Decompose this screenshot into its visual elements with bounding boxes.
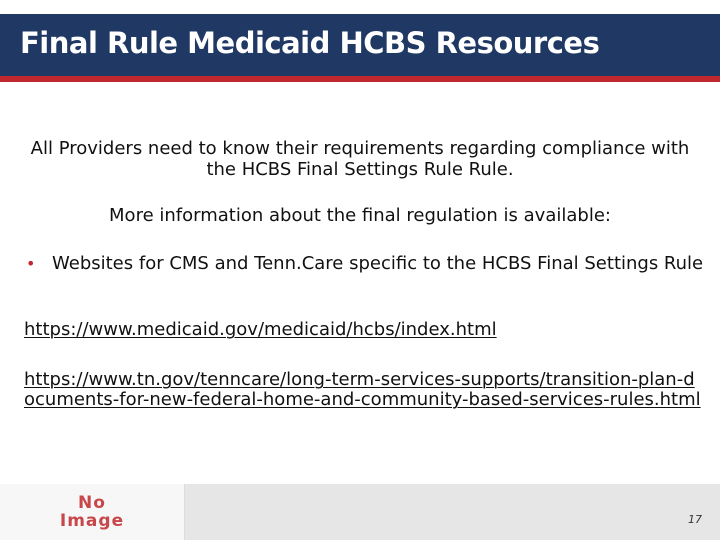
page-number: 17: [688, 513, 702, 526]
bullet-item: [26, 253, 706, 274]
no-image-placeholder: [0, 484, 185, 540]
page-title: Final Rule Medicaid HCBS Resources: [20, 26, 600, 60]
top-strip: [0, 0, 720, 14]
intro-paragraph: All Providers need to know their requirements regarding compliance with the HCBS Final Settings Rule Rule.: [30, 138, 690, 180]
title-underline-divider: [0, 76, 720, 82]
no-image-line2: Image: [59, 511, 125, 531]
no-image-label: [0, 494, 184, 530]
tenncare-transition-plan-link[interactable]: https://www.tn.gov/tenncare/long-term-services-supports/transition-plan-documents-for-new-federal-home-and-community-based-services-rules.html: [24, 369, 701, 410]
bullet-marker: •: [26, 254, 36, 273]
title-bar: [0, 14, 720, 76]
cms-hcbs-link[interactable]: https://www.medicaid.gov/medicaid/hcbs/index.html: [24, 319, 497, 340]
more-info-paragraph: More information about the final regulation is available:: [109, 205, 611, 226]
no-image-line1: No: [78, 493, 106, 513]
bullet-text: Websites for CMS and Tenn.Care specific to the HCBS Final Settings Rule: [52, 253, 704, 274]
